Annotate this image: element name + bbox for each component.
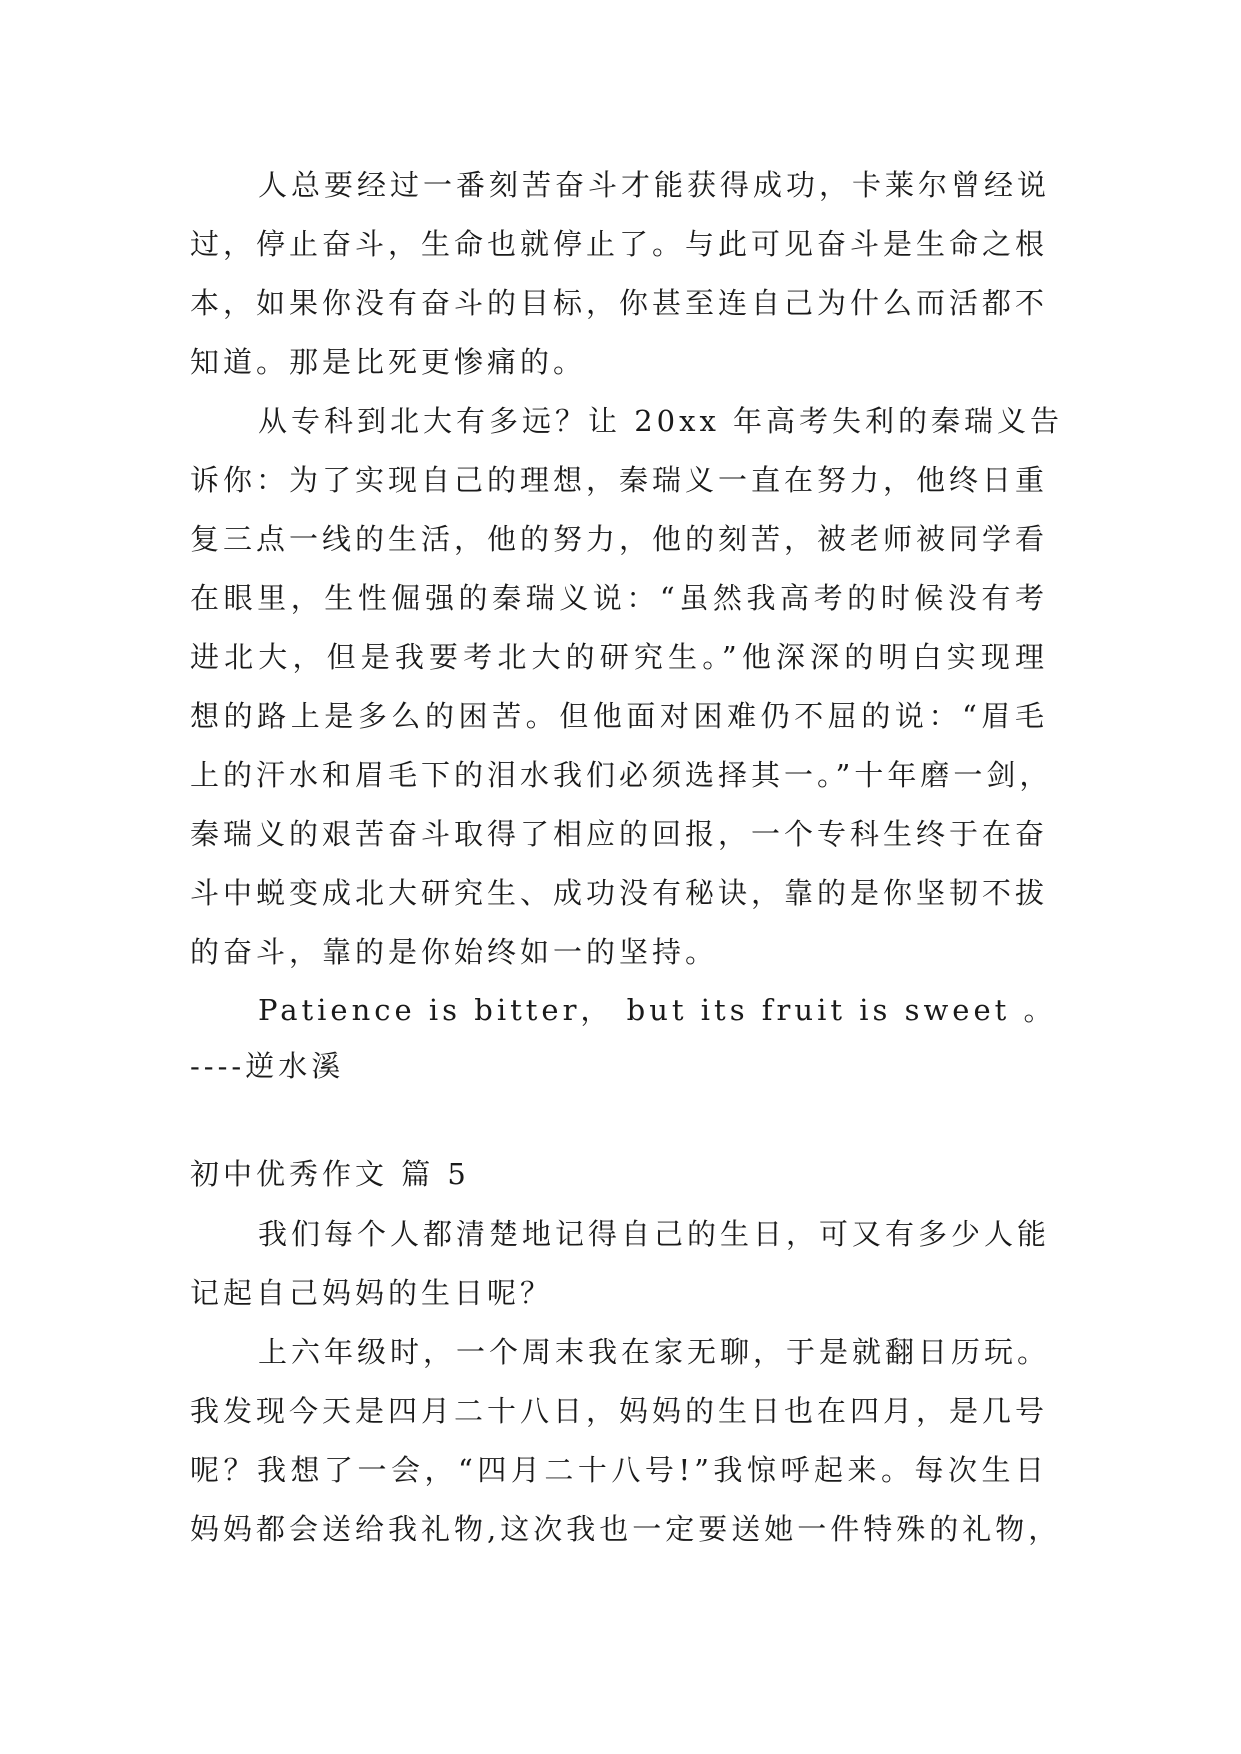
paragraph-line: 我们每个人都清楚地记得自己的生日，可又有多少人能 [258,1217,1051,1251]
quote-attribution: ----逆水溪 [190,1049,345,1083]
paragraph-line: 过，停止奋斗，生命也就停止了。与此可见奋斗是生命之根 [190,227,1049,261]
paragraph-line: 的奋斗，靠的是你始终如一的坚持。 [190,935,719,969]
paragraph-line: 人总要经过一番刻苦奋斗才能获得成功，卡莱尔曾经说 [258,168,1051,202]
paragraph-line: 妈妈都会送给我礼物,这次我也一定要送她一件特殊的礼物， [190,1512,1062,1546]
paragraph-line: 上六年级时，一个周末我在家无聊，于是就翻日历玩。 [258,1335,1051,1369]
paragraph-line: 呢？我想了一会，“四月二十八号!”我惊呼起来。每次生日 [190,1453,1048,1487]
quote-line: Patience is bitter， but its fruit is sweet 。 [258,993,1057,1027]
paragraph-line: 我发现今天是四月二十八日，妈妈的生日也在四月，是几号 [190,1394,1049,1428]
paragraph-line: 上的汗水和眉毛下的泪水我们必须选择其一。”十年磨一剑， [190,758,1053,792]
paragraph-line: 从专科到北大有多远？让 20xx 年高考失利的秦瑞义告 [258,404,1064,438]
paragraph-line: 秦瑞义的艰苦奋斗取得了相应的回报，一个专科生终于在奋 [190,817,1049,851]
paragraph-line: 记起自己妈妈的生日呢？ [190,1276,554,1310]
paragraph-line: 复三点一线的生活，他的努力，他的刻苦，被老师被同学看 [190,522,1049,556]
paragraph-line: 诉你：为了实现自己的理想，秦瑞义一直在努力，他终日重 [190,463,1049,497]
paragraph-line: 在眼里，生性倔强的秦瑞义说：“虽然我高考的时候没有考 [190,581,1048,615]
paragraph-line: 知道。那是比死更惨痛的。 [190,345,587,379]
paragraph-line: 进北大，但是我要考北大的研究生。”他深深的明白实现理 [190,640,1048,674]
paragraph-line: 斗中蜕变成北大研究生、成功没有秘诀，靠的是你坚韧不拔 [190,876,1049,910]
paragraph-line: 想的路上是多么的困苦。但他面对困难仍不屈的说：“眉毛 [190,699,1048,733]
paragraph-line: 本，如果你没有奋斗的目标，你甚至连自己为什么而活都不 [190,286,1049,320]
section-title: 初中优秀作文 篇 5 [190,1157,470,1191]
